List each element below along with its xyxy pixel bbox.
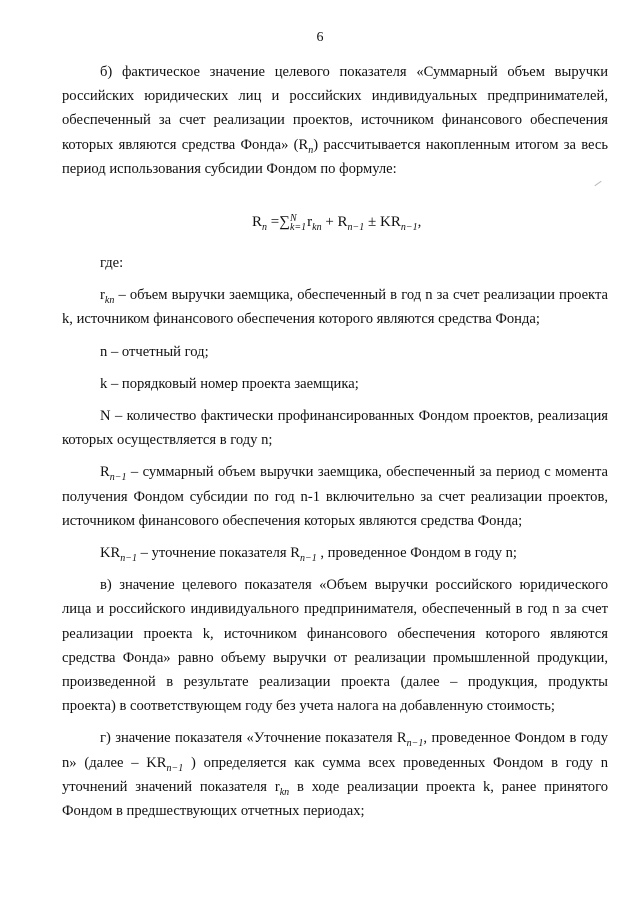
paragraph-g-sub-2: n−1 xyxy=(166,762,184,774)
def-KRn1-sub: n−1 xyxy=(120,552,138,564)
formula-KR-sub: n−1 xyxy=(400,222,418,234)
def-rkn-text: – объем выручки заемщика, обеспеченный в год n за счет реализации проекта k, источником финансового обеспечения которого являются средства Фонда; xyxy=(62,287,608,328)
formula-sum-sign: ∑ xyxy=(279,214,290,231)
document-body xyxy=(62,60,608,823)
def-KRn1-sub-2: n−1 xyxy=(299,552,317,564)
paragraph-g-sub-1: n−1 xyxy=(406,738,424,750)
def-Rn1-symbol: R xyxy=(100,464,110,481)
page-number: 6 xyxy=(316,30,324,45)
paragraph-b-text-2: ) рассчитывается накопленным итогом за весь период использования субсидии Фондом по формуле: xyxy=(62,136,608,177)
formula-R: R xyxy=(252,214,263,231)
paragraph-g-text-1: г) значение показателя «Уточнение показателя R xyxy=(100,730,407,747)
paragraph-v: в) значение целевого показателя «Объем выручки российского юридического лица и российского индивидуального предпринимателя, обеспеченный в год n за счет реализации проекта k, источником финансового обеспечения которого являются средства Фонда» равно объему выручки от реализации промышленной продукции, произведенной в результате реализации проекта (далее – продукция, продукты проекта) в соответствующем году без учета налога на добавленную стоимость; xyxy=(62,577,608,715)
def-KRn1-text-2: , проведенное Фондом в году n; xyxy=(316,545,517,562)
paragraph-g-text-2: , проведенное Фондом в году n» (далее – KR xyxy=(62,730,608,771)
formula-r: r xyxy=(307,214,313,231)
formula xyxy=(62,211,608,233)
paragraph-g-text-4: в ходе реализации проекта k, ранее принятого Фондом в предшествующих отчетных периодах; xyxy=(62,778,608,820)
definition-KRn1 xyxy=(62,541,608,565)
formula-R-sub: n xyxy=(262,222,268,234)
paragraph-b xyxy=(62,60,608,181)
formula-sum-upper: N xyxy=(289,212,297,224)
paragraph-g-sub-3: kn xyxy=(279,786,290,798)
subscript-n: n xyxy=(308,144,314,156)
paragraph-b-text-1: б) фактическое значение целевого показателя «Суммарный объем выручки российских юридических лиц и российских индивидуальных предпринимателей, обеспеченный за счет реализации проектов, источником финансового обеспечения которых являются средства Фонда» (R xyxy=(62,64,608,153)
def-rkn-symbol: r xyxy=(100,287,105,304)
paragraph-g-text-3: ) определяется как сумма всех проведенных Фондом в году n уточнений значений показателя r xyxy=(62,754,608,795)
formula-pm: ± KR xyxy=(364,214,401,231)
formula-r-sub: kn xyxy=(312,222,322,234)
formula-sum-limits xyxy=(290,214,306,232)
formula-end: , xyxy=(417,214,422,231)
paragraph-g xyxy=(62,726,608,823)
def-KRn1-text-1: – уточнение показателя R xyxy=(137,545,300,562)
definition-rkn xyxy=(62,283,608,331)
formula-eq: = xyxy=(267,214,280,231)
definition-N: N – количество фактически профинансированных Фондом проектов, реализация которых осуществляется в году n; xyxy=(62,408,608,449)
def-rkn-sub: kn xyxy=(104,295,115,307)
formula-Rn1-sub: n−1 xyxy=(347,222,365,234)
definition-n: n – отчетный год; xyxy=(100,343,209,360)
definition-Rn1 xyxy=(62,460,608,533)
def-KRn1-symbol: KR xyxy=(100,545,121,562)
formula-sum-lower: k=1 xyxy=(289,221,307,233)
def-Rn1-sub: n−1 xyxy=(109,472,127,484)
def-Rn1-text: – суммарный объем выручки заемщика, обеспеченный за период с момента получения Фондом субсидии по год n-1 включительно за счет реализации проектов, источником финансового обеспечения которых являются средства Фонда; xyxy=(62,464,608,529)
definition-k: k – порядковый номер проекта заемщика; xyxy=(100,375,359,392)
where-label: где: xyxy=(100,255,124,272)
formula-plus: + R xyxy=(321,214,348,231)
